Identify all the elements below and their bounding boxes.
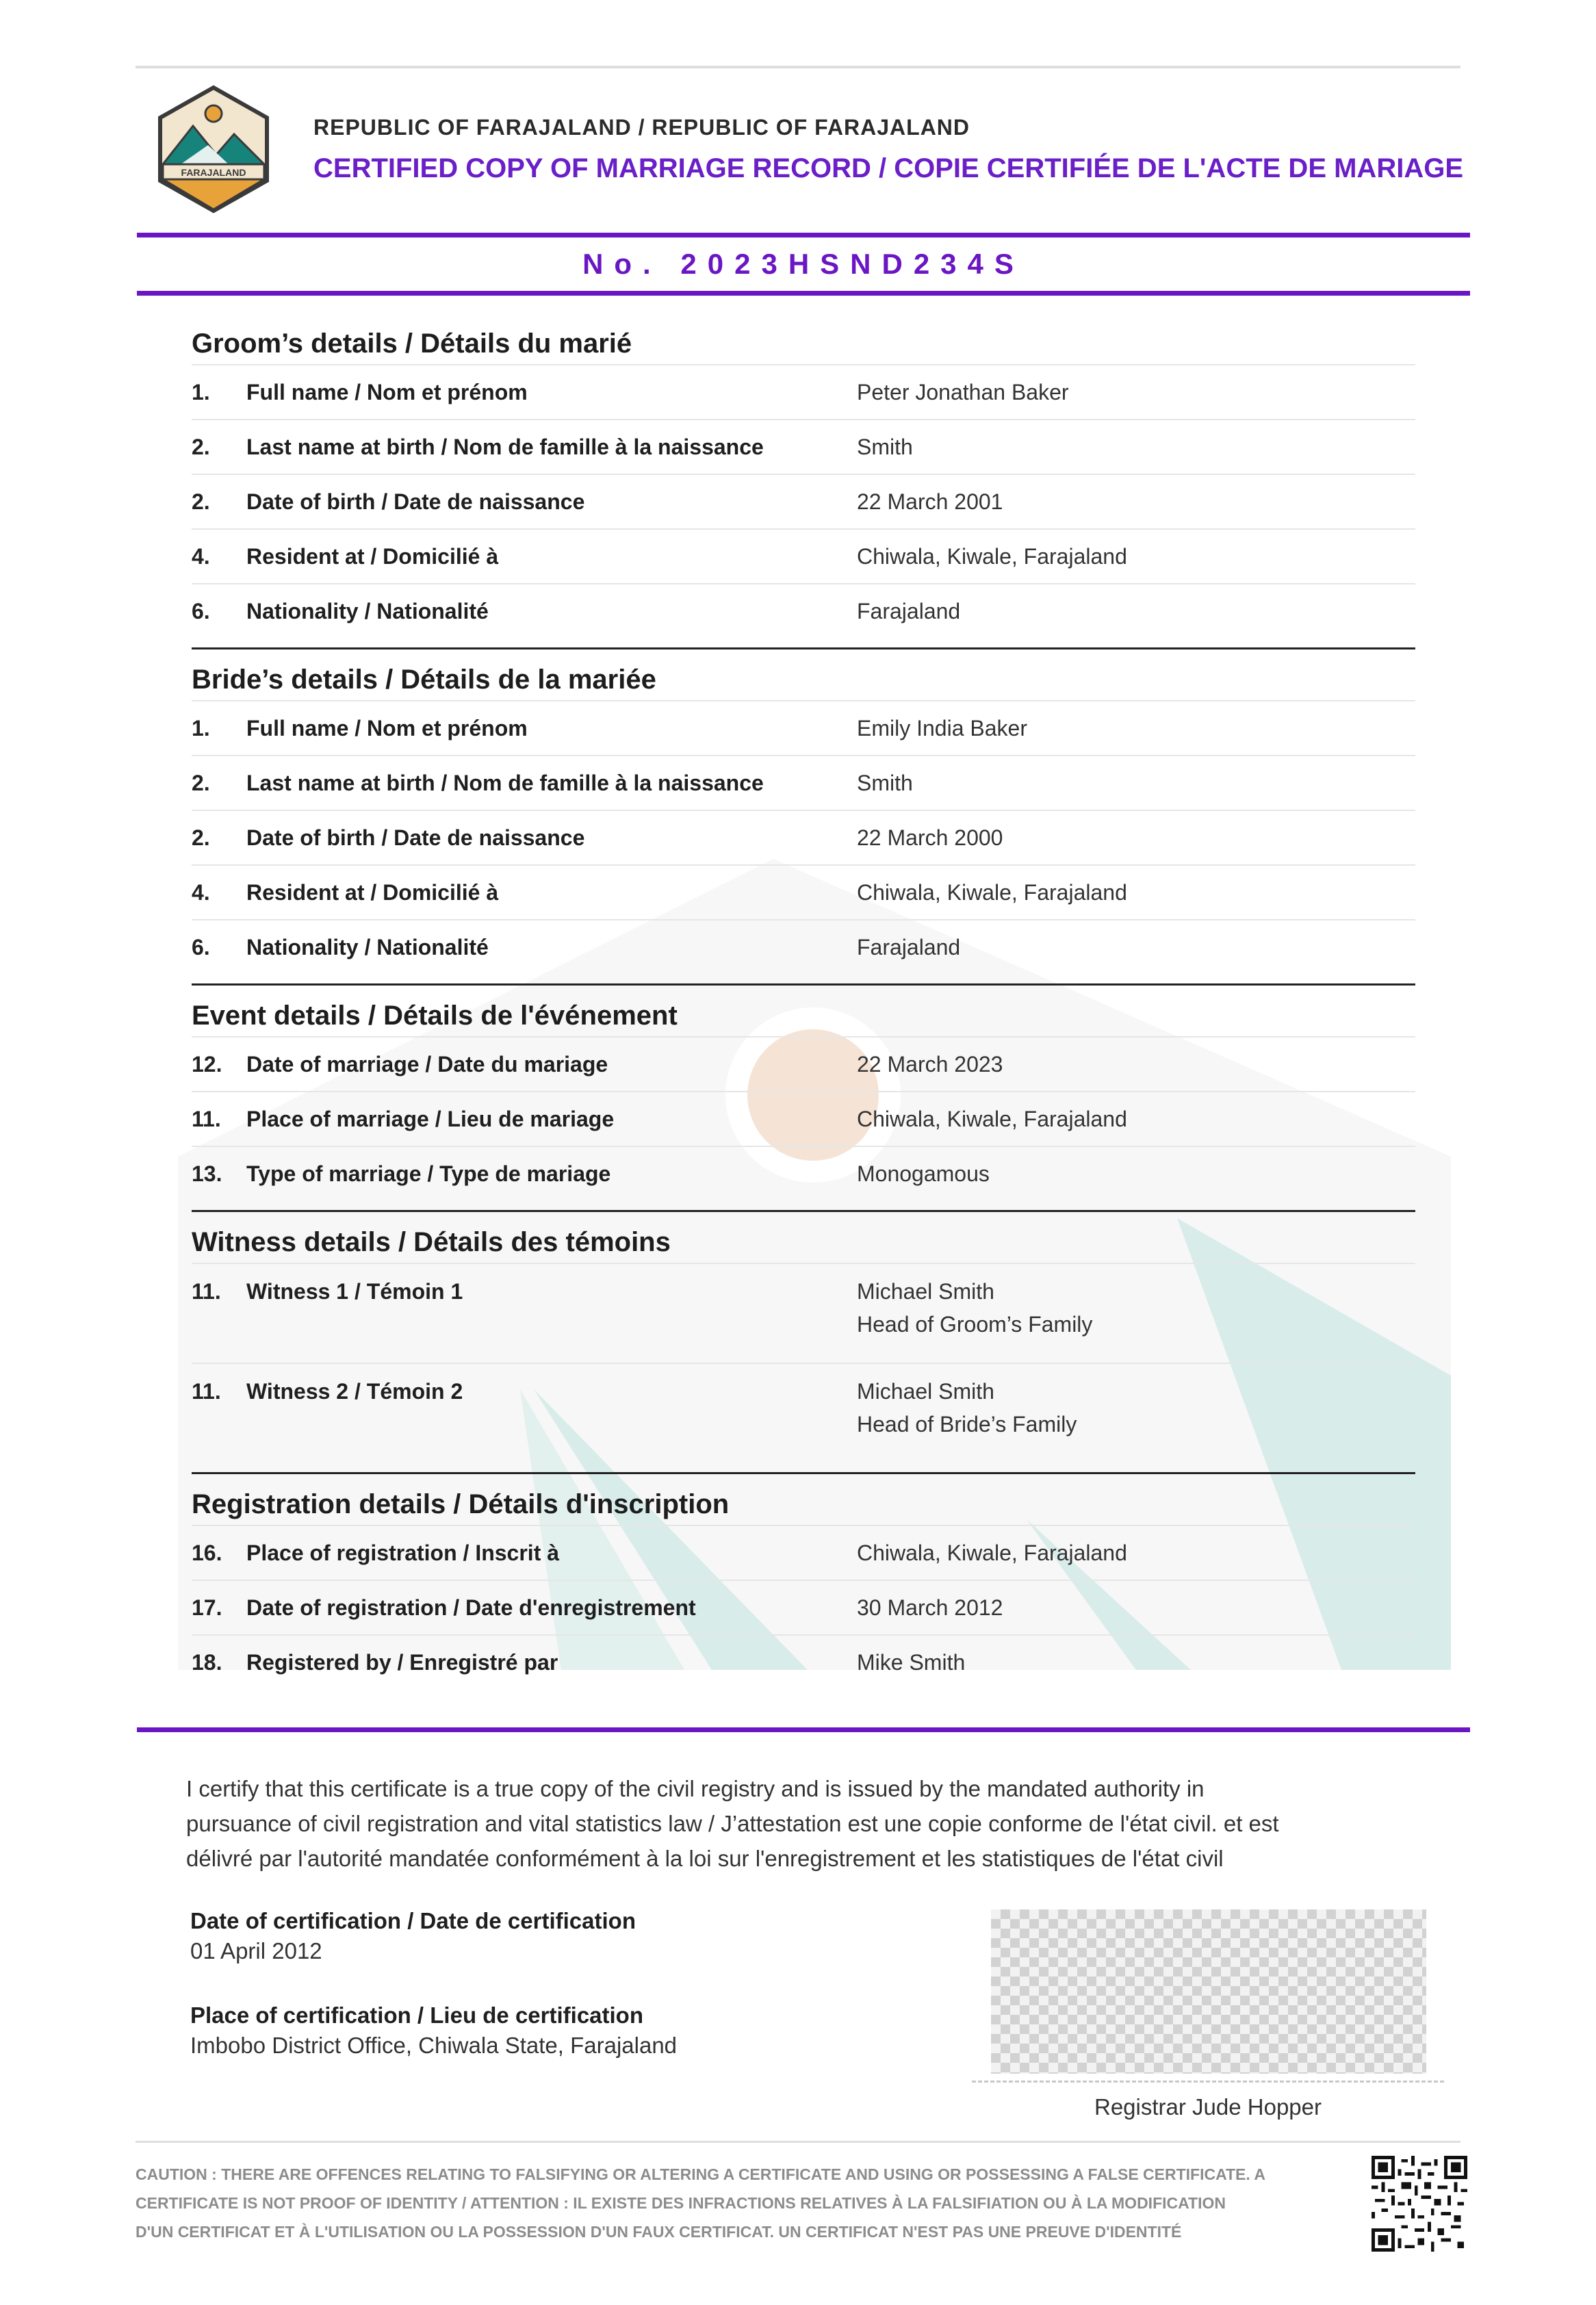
certification-statement: I certify that this certificate is a true copy of the civil registry and is issued by the mandated authority in pursuance of civil registration and vital statistics law / J’attestation est une copie conforme de l'état civil. et est délivré par l'autorité mandatée conformément à la loi sur l'enregistrement et les statistiques de l'état civil [186, 1776, 1279, 1871]
signature-line [972, 2081, 1444, 2083]
issuing-country: REPUBLIC OF FARAJALAND / REPUBLIC OF FARAJALAND [313, 115, 970, 140]
section-heading: Witness details / Détails des témoins [192, 1227, 671, 1257]
detail-row: 13. Type of marriage / Type de mariage Monogamous [192, 1146, 1415, 1200]
detail-row: 4. Resident at / Domicilié à Chiwala, Kiwale, Farajaland [192, 528, 1415, 583]
bride-section [192, 659, 1415, 986]
registration-section [192, 1484, 1415, 1699]
farajaland-emblem-logo [153, 83, 274, 215]
certification-date: Date of certification / Date de certification 01 April 2012 [190, 1908, 636, 1963]
detail-row: 2. Last name at birth / Nom de famille à la naissance Smith [192, 419, 1415, 474]
detail-row: 17. Date of registration / Date d'enregistrement 30 March 2012 [192, 1580, 1415, 1634]
qr-code-icon [1372, 2156, 1467, 2252]
detail-row: 6. Nationality / Nationalité Farajaland [192, 919, 1415, 974]
detail-row: 4. Resident at / Domicilié à Chiwala, Kiwale, Farajaland [192, 864, 1415, 919]
section-heading: Event details / Détails de l'événement [192, 1001, 678, 1031]
accent-rule-top [137, 233, 1470, 237]
detail-row: 11. Witness 1 / Témoin 1 Michael Smith Head of Groom’s Family [192, 1263, 1415, 1363]
registrar-name: Registrar Jude Hopper [1094, 2094, 1322, 2120]
registration-number: No. 2023HSND234S [582, 248, 1025, 280]
detail-row: 1. Full name / Nom et prénom Peter Jonathan Baker [192, 364, 1415, 419]
detail-row: 2. Date of birth / Date de naissance 22 March 2000 [192, 810, 1415, 864]
detail-row: 1. Full name / Nom et prénom Emily India Baker [192, 700, 1415, 755]
detail-row: 2. Date of birth / Date de naissance 22 March 2001 [192, 474, 1415, 528]
detail-row: 11. Place of marriage / Lieu de mariage Chiwala, Kiwale, Farajaland [192, 1091, 1415, 1146]
detail-row: 18. Registered by / Enregistré par Mike Smith [192, 1634, 1415, 1689]
certification-place: Place of certification / Lieu de certification Imbobo District Office, Chiwala State, Farajaland [190, 2003, 678, 2058]
caution-notice: CAUTION : THERE ARE OFFENCES RELATING TO FALSIFYING OR ALTERING A CERTIFICATE AND USING OR POSSESSING A FALSE CERTIFICATE. A CERTIFICATE IS NOT PROOF OF IDENTITY / ATTENTION : IL EXISTE DES INFRACTIONS RELATIVES À LA FALSIFIATION OU À LA MODIFICATION D'UN CERTIFICAT ET À L'UTILISATION OU LA POSSESSION D'UN FAUX CERTIFICAT. UN CERTIFICAT N'EST PAS UNE PREUVE D'IDENTITÉ [136, 2165, 1265, 2241]
document-title: CERTIFIED COPY OF MARRIAGE RECORD / COPIE CERTIFIÉE DE L'ACTE DE MARIAGE [313, 153, 1463, 183]
footer-rule [136, 2141, 1460, 2143]
top-rule [136, 66, 1460, 68]
groom-section [192, 323, 1415, 649]
event-section [192, 995, 1415, 1212]
accent-rule-under-number [137, 291, 1470, 296]
detail-row: 6. Nationality / Nationalité Farajaland [192, 583, 1415, 638]
record-details [192, 323, 1415, 1708]
signature-placeholder [991, 1909, 1426, 2074]
detail-row: 16. Place of registration / Inscrit à Chiwala, Kiwale, Farajaland [192, 1525, 1415, 1580]
section-heading: Bride’s details / Détails de la mariée [192, 665, 656, 695]
accent-rule-bottom [137, 1727, 1470, 1732]
witness-section [192, 1222, 1415, 1474]
section-heading: Registration details / Détails d'inscription [192, 1489, 730, 1519]
logo-text: FARAJALAND [181, 167, 246, 178]
detail-row: 11. Witness 2 / Témoin 2 Michael Smith Head of Bride’s Family [192, 1363, 1415, 1463]
detail-row: 2. Last name at birth / Nom de famille à la naissance Smith [192, 755, 1415, 810]
detail-row: 12. Date of marriage / Date du mariage 22 March 2023 [192, 1036, 1415, 1091]
section-heading: Groom’s details / Détails du marié [192, 329, 632, 359]
